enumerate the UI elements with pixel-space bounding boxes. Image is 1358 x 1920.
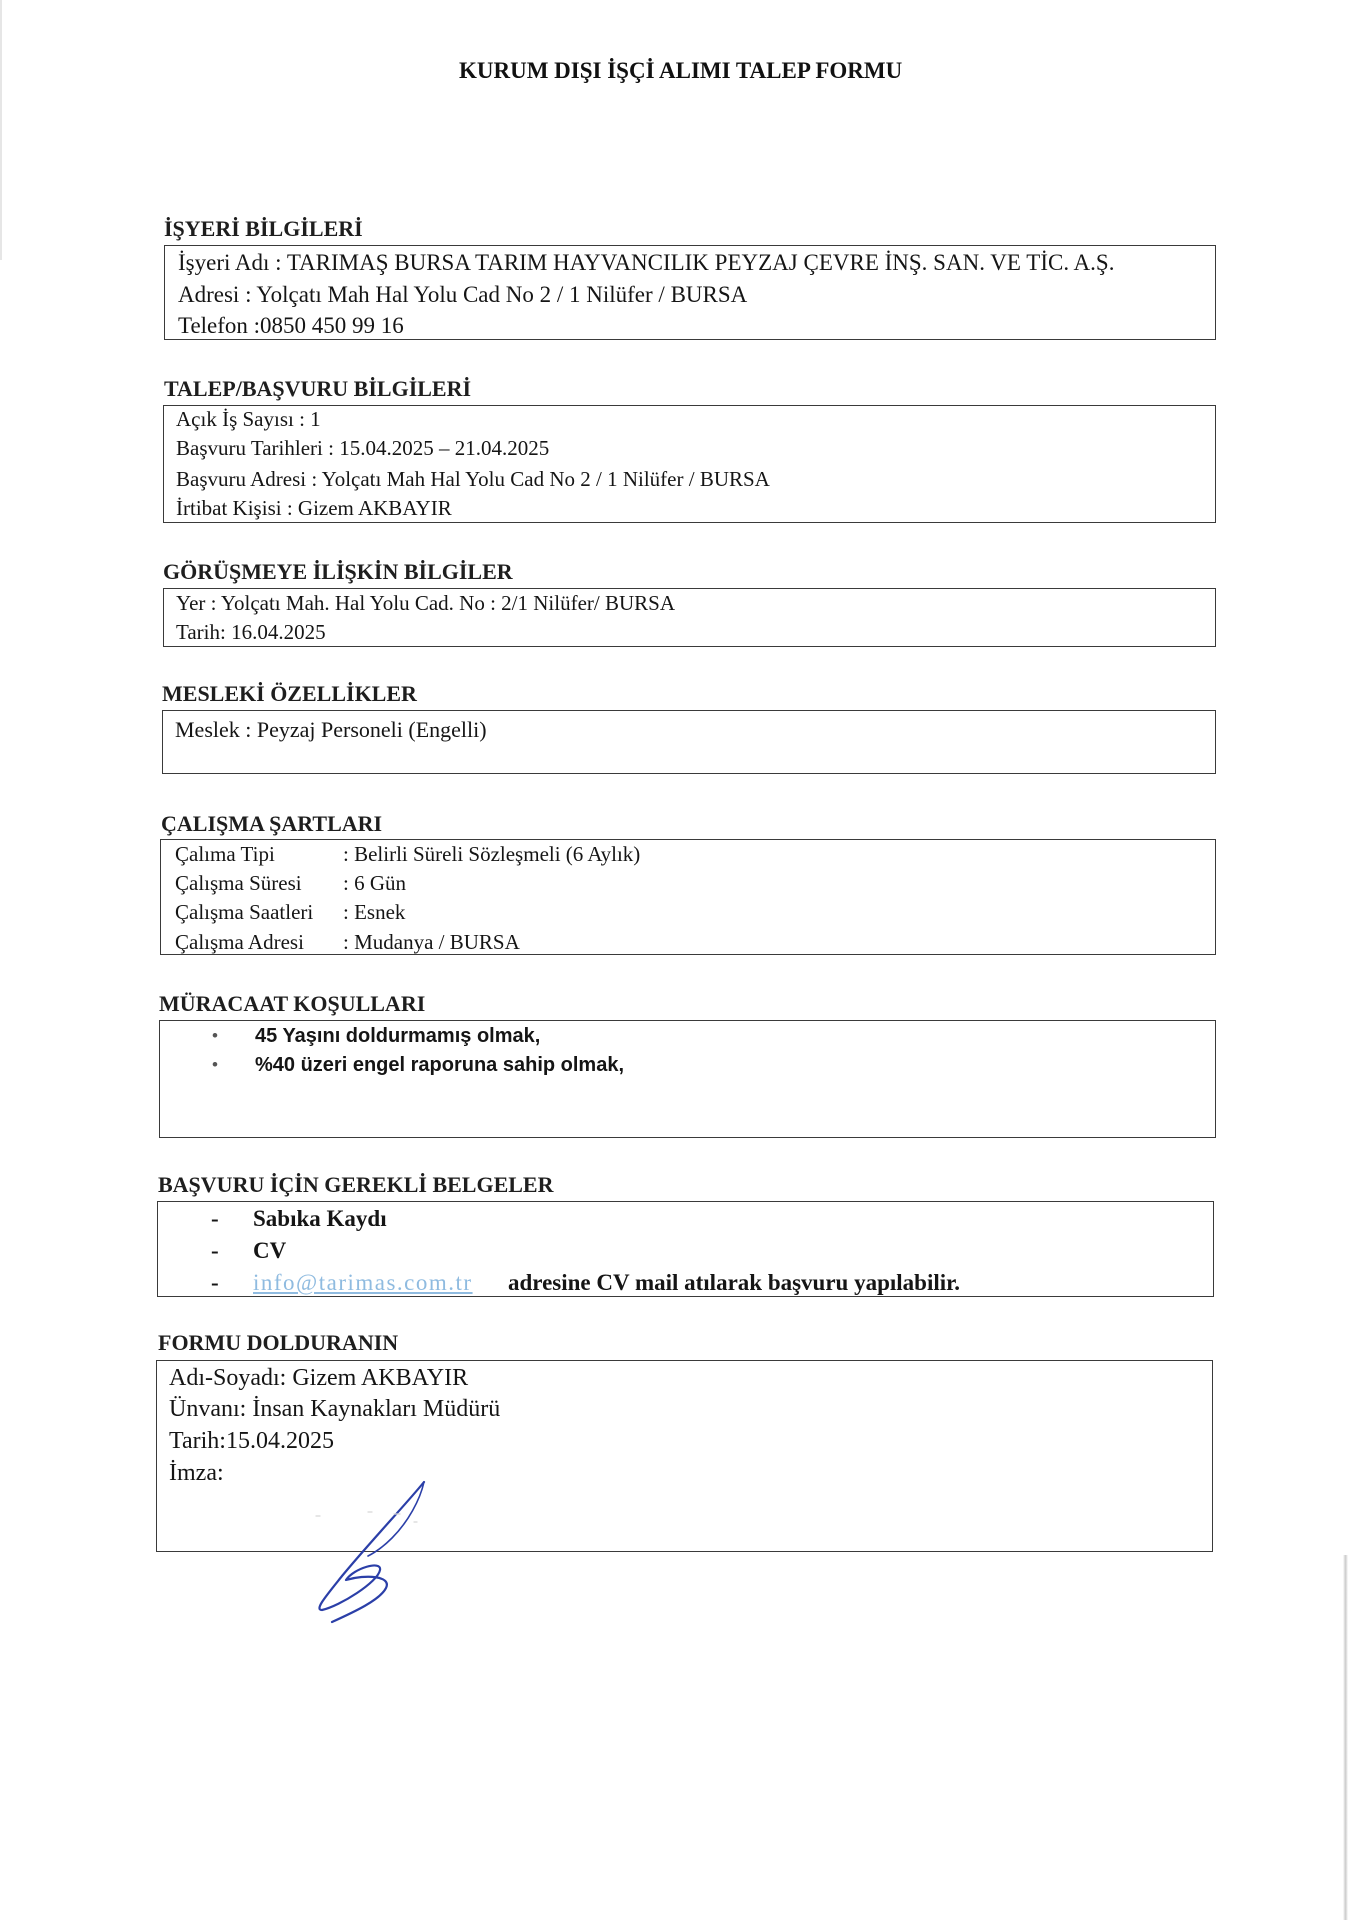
section-heading-application: TALEP/BAŞVURU BİLGİLERİ	[164, 376, 472, 401]
condition-label-type: Çalıma Tipi	[175, 842, 275, 866]
section-heading-interview: GÖRÜŞMEYE İLİŞKİN BİLGİLER	[163, 559, 513, 584]
scan-edge-shadow	[1343, 1555, 1348, 1920]
section-heading-occupation: MESLEKİ ÖZELLİKLER	[162, 681, 417, 706]
requirement-item: %40 üzeri engel raporuna sahip olmak,	[255, 1054, 625, 1076]
condition-value-type: : Belirli Süreli Sözleşmeli (6 Aylık)	[343, 842, 641, 866]
form-title: KURUM DIŞI İŞÇİ ALIMI TALEP FORMU	[459, 58, 903, 83]
scan-edge-left	[0, 0, 2, 260]
workplace-phone: Telefon :0850 450 99 16	[178, 313, 404, 338]
document-item: CV	[253, 1238, 287, 1263]
application-address: Başvuru Adresi : Yolçatı Mah Hal Yolu Cad No 2 / 1 Nilüfer / BURSA	[176, 467, 770, 491]
condition-label-duration: Çalışma Süresi	[175, 871, 302, 895]
section-heading-workplace: İŞYERİ BİLGİLERİ	[164, 216, 363, 241]
contact-person: İrtibat Kişisi : Gizem AKBAYIR	[176, 496, 452, 520]
email-instruction: adresine CV mail atılarak başvuru yapılabilir.	[508, 1270, 960, 1295]
bullet-icon: •	[212, 1026, 218, 1045]
signature-label: İmza:	[169, 1460, 224, 1486]
condition-value-duration: : 6 Gün	[343, 871, 406, 895]
interview-location: Yer : Yolçatı Mah. Hal Yolu Cad. No : 2/1 Nilüfer/ BURSA	[176, 591, 675, 615]
condition-label-address: Çalışma Adresi	[175, 930, 304, 954]
signature	[296, 1476, 446, 1626]
document-item: Sabıka Kaydı	[253, 1206, 387, 1231]
email-link[interactable]: info@tarimas.com.tr	[253, 1270, 473, 1295]
application-dates: Başvuru Tarihleri : 15.04.2025 – 21.04.2025	[176, 436, 550, 460]
requirement-item: 45 Yaşını doldurmamış olmak,	[255, 1025, 541, 1047]
condition-value-address: : Mudanya / BURSA	[343, 930, 520, 954]
dash-icon: -	[211, 1270, 219, 1295]
occupation-title: Meslek : Peyzaj Personeli (Engelli)	[175, 717, 487, 742]
working-conditions-box	[160, 839, 1216, 955]
bullet-icon: •	[212, 1055, 218, 1074]
filler-title: Ünvanı: İnsan Kaynakları Müdürü	[169, 1396, 501, 1422]
dash-icon: -	[211, 1238, 219, 1263]
workplace-name: İşyeri Adı : TARIMAŞ BURSA TARIM HAYVANCILIK PEYZAJ ÇEVRE İNŞ. SAN. VE TİC. A.Ş.	[178, 250, 1115, 275]
section-heading-documents: BAŞVURU İÇİN GEREKLİ BELGELER	[158, 1172, 554, 1197]
workplace-address: Adresi : Yolçatı Mah Hal Yolu Cad No 2 / 1 Nilüfer / BURSA	[178, 282, 748, 307]
open-positions: Açık İş Sayısı : 1	[176, 407, 321, 431]
filler-name: Adı-Soyadı: Gizem AKBAYIR	[169, 1365, 469, 1391]
section-heading-working-conditions: ÇALIŞMA ŞARTLARI	[161, 811, 383, 836]
interview-date: Tarih: 16.04.2025	[176, 620, 326, 644]
dash-icon: -	[211, 1206, 219, 1231]
section-heading-requirements: MÜRACAAT KOŞULLARI	[159, 991, 426, 1016]
section-heading-filled-by: FORMU DOLDURANIN	[158, 1330, 399, 1355]
filler-date: Tarih:15.04.2025	[169, 1428, 334, 1454]
condition-value-hours: : Esnek	[343, 900, 406, 924]
condition-label-hours: Çalışma Saatleri	[175, 900, 314, 924]
